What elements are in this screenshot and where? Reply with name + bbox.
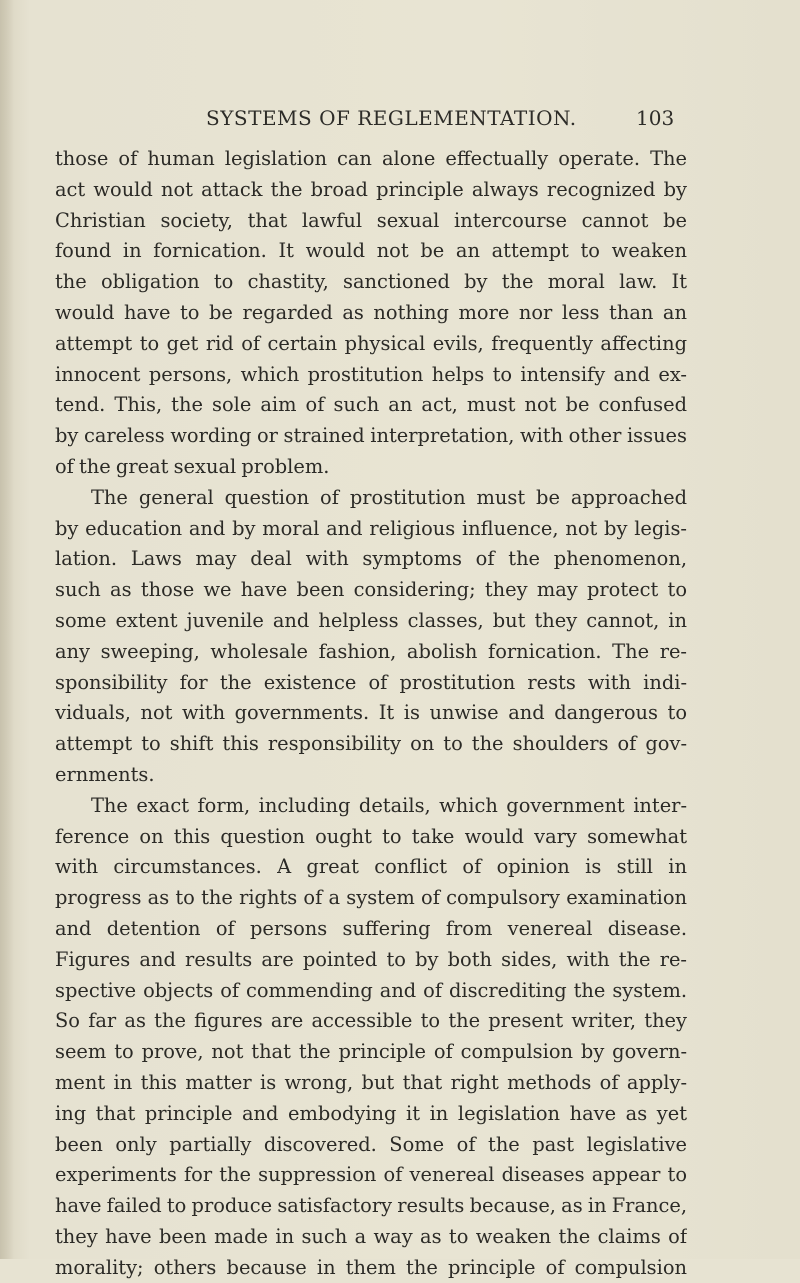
text-line: some extent juvenile and helpless classes, but they cannot, in xyxy=(55,608,687,632)
text-line: have failed to produce satisfactory results because, as in France, xyxy=(55,1194,687,1218)
text-line: act would not attack the broad principle always recognized by xyxy=(55,177,687,201)
text-line: tend. This, the sole aim of such an act, must not be confused xyxy=(55,393,687,417)
text-line: experiments for the suppression of venereal diseases appear to xyxy=(55,1163,687,1187)
text-line: such as those we have been considering; they may protect to xyxy=(55,578,687,602)
text-line: morality; others because in them the principle of compulsion xyxy=(55,1255,687,1279)
paragraph-first-line: The general question of prostitution must be approached xyxy=(91,485,687,509)
text-line: by education and by moral and religious influence, not by legis- xyxy=(55,516,687,540)
text-line: those of human legislation can alone effectually operate. The xyxy=(55,147,687,170)
text-line: Christian society, that lawful sexual intercourse cannot be xyxy=(55,208,687,232)
text-line: ernments. xyxy=(55,762,155,786)
text-line: lation. Laws may deal with symptoms of the phenomenon, xyxy=(55,547,687,571)
text-line: attempt to get rid of certain physical evils, frequently affecting xyxy=(55,331,687,355)
text-line: any sweeping, wholesale fashion, abolish fornication. The re- xyxy=(55,639,687,663)
text-line: innocent persons, which prostitution helps to intensify and ex- xyxy=(55,362,687,386)
running-head: SYSTEMS OF REGLEMENTATION. xyxy=(206,106,577,130)
text-line: ment in this matter is wrong, but that right methods of apply- xyxy=(55,1070,687,1094)
text-line: sponsibility for the existence of prostitution rests with indi- xyxy=(55,670,687,694)
text-line: the obligation to chastity, sanctioned by the moral law. It xyxy=(55,270,687,294)
body-text xyxy=(55,144,687,1283)
text-line: of the great sexual problem. xyxy=(55,454,330,478)
text-line: attempt to shift this responsibility on to the shoulders of gov- xyxy=(55,732,687,756)
text-line: spective objects of commending and of discrediting the system. xyxy=(55,978,687,1002)
text-line: Figures and results are pointed to by both sides, with the re- xyxy=(55,947,687,971)
text-line: ing that principle and embodying it in legislation have as yet xyxy=(55,1101,687,1125)
text-line: So far as the figures are accessible to the present writer, they xyxy=(55,1009,687,1033)
text-line: seem to prove, not that the principle of compulsion by govern- xyxy=(55,1040,687,1064)
paragraph-first-line: The exact form, including details, which government inter- xyxy=(91,793,687,817)
text-line: with circumstances. A great conflict of opinion is still in xyxy=(55,855,687,879)
text-line: progress as to the rights of a system of compulsory examination xyxy=(55,886,687,910)
page-number: 103 xyxy=(636,106,675,130)
page-header xyxy=(0,106,800,136)
text-line: ference on this question ought to take would vary somewhat xyxy=(55,824,687,848)
text-line: would have to be regarded as nothing more nor less than an xyxy=(55,300,687,324)
text-line: they have been made in such a way as to weaken the claims of xyxy=(55,1224,687,1248)
text-line: been only partially discovered. Some of the past legislative xyxy=(55,1132,687,1156)
page-gutter-shadow xyxy=(0,0,14,1259)
text-line: and detention of persons suffering from venereal disease. xyxy=(55,916,687,940)
text-line: by careless wording or strained interpretation, with other issues xyxy=(55,424,687,448)
text-line: viduals, not with governments. It is unwise and dangerous to xyxy=(55,701,687,725)
text-line: found in fornication. It would not be an attempt to weaken xyxy=(55,239,687,263)
